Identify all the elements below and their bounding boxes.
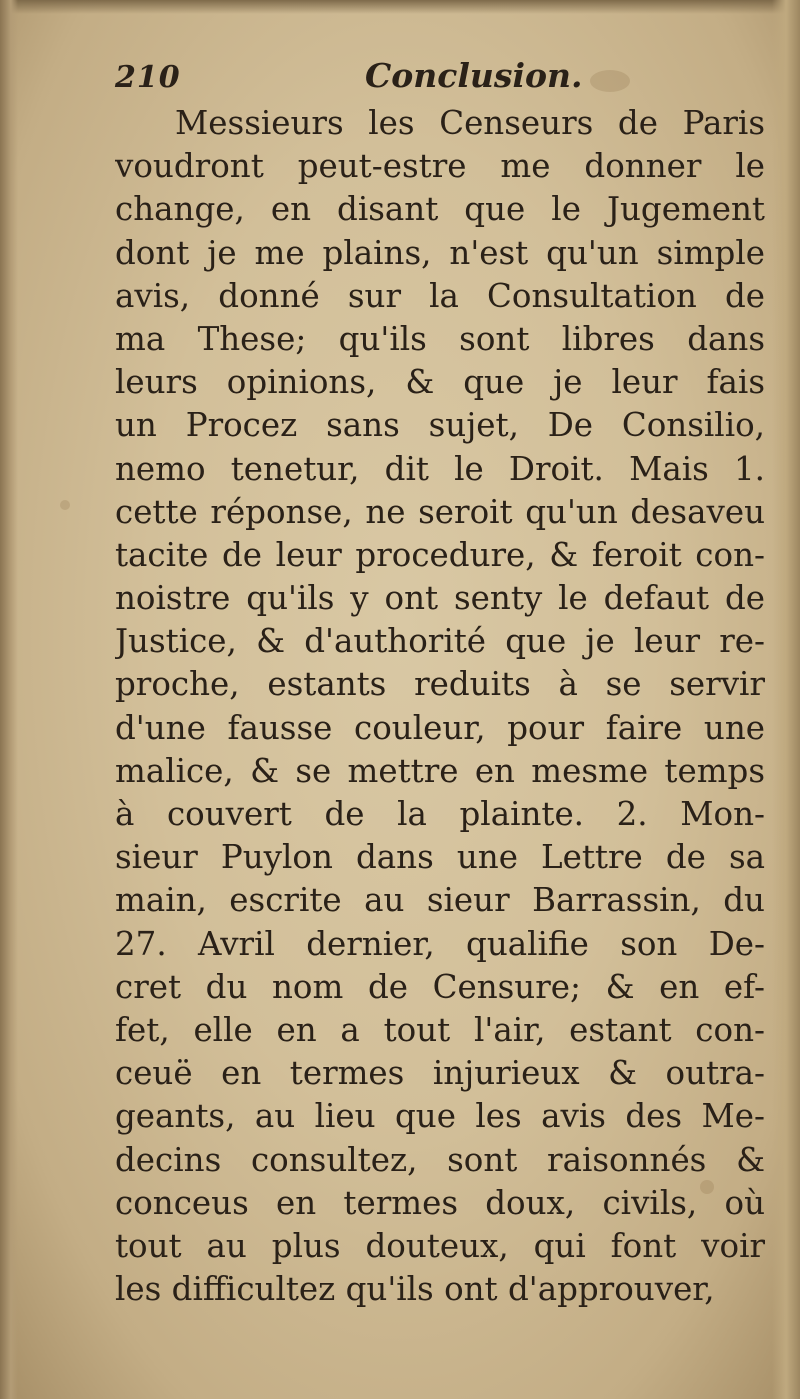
text-line: leurs opinions, & que je leur fais: [115, 363, 765, 402]
text-line: cette réponse, ne seroit qu'un desaveu: [115, 492, 765, 531]
page-header: [115, 52, 755, 102]
text-line: tout au plus douteux, qui font voir: [115, 1226, 765, 1265]
text-line: cret du nom de Censure; & en ef-: [115, 967, 765, 1006]
text-line: noistre qu'ils y ont senty le defaut de: [115, 579, 765, 618]
text-line: proche, estants reduits à se servir: [115, 665, 765, 704]
running-title: Conclusion.: [365, 56, 583, 95]
text-line: voudront peut-estre me donner le: [115, 147, 765, 186]
text-line: 27. Avril dernier, qualifie son De-: [115, 924, 765, 963]
text-line: tacite de leur procedure, & feroit con-: [115, 535, 765, 574]
text-line: change, en disant que le Jugement: [115, 190, 765, 229]
body-text: [115, 102, 765, 1311]
page-edge-shadow: [772, 0, 800, 1399]
paper-stain: [60, 500, 70, 510]
text-line: ceuë en termes injurieux & outra-: [115, 1054, 765, 1093]
text-line: malice, & se mettre en mesme temps: [115, 751, 765, 790]
text-line: dont je me plains, n'est qu'un simple: [115, 233, 765, 272]
text-line: un Procez sans sujet, De Consilio,: [115, 406, 765, 445]
text-line: ma These; qu'ils sont libres dans: [115, 319, 765, 358]
text-line: conceus en termes doux, civils, où: [115, 1183, 765, 1222]
text-line: nemo tenetur, dit le Droit. Mais 1.: [115, 449, 765, 488]
text-line: les difficultez qu'ils ont d'approuver,: [115, 1270, 715, 1309]
text-line: sieur Puylon dans une Lettre de sa: [115, 838, 765, 877]
text-line: decins consultez, sont raisonnés &: [115, 1140, 765, 1179]
text-line: main, escrite au sieur Barrassin, du: [115, 881, 765, 920]
text-line: Messieurs les Censeurs de Paris: [175, 104, 765, 142]
page-top-shadow: [0, 0, 800, 14]
text-line: avis, donné sur la Consultation de: [115, 276, 765, 315]
text-line: fet, elle en a tout l'air, estant con-: [115, 1010, 765, 1049]
text-line: à couvert de la plainte. 2. Mon-: [115, 795, 765, 833]
text-line: d'une fausse couleur, pour faire une: [115, 708, 765, 747]
page-gutter-shadow: [0, 0, 18, 1399]
text-line: geants, au lieu que les avis des Me-: [115, 1097, 765, 1136]
page-number: 210: [115, 60, 181, 95]
text-line: Justice, & d'authorité que je leur re-: [115, 622, 765, 661]
